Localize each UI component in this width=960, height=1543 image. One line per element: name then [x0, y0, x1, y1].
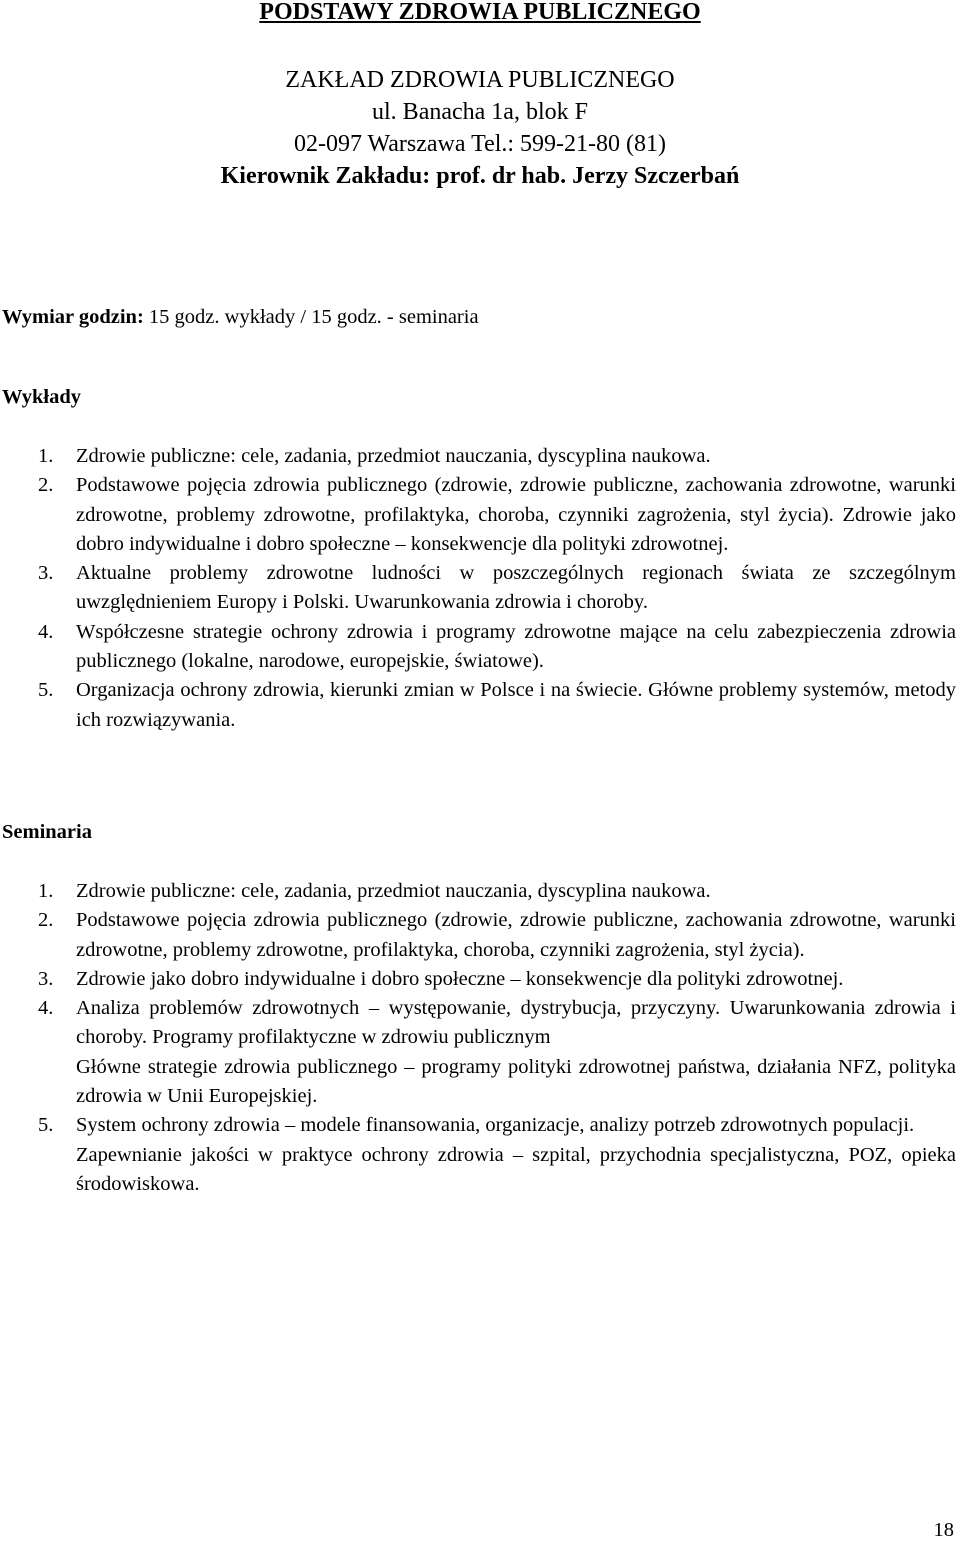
lecture-number: 5. [38, 679, 54, 702]
lecture-item [0, 676, 960, 735]
department-name: ZAKŁAD ZDROWIA PUBLICZNEGO [285, 67, 675, 93]
department-street: ul. Banacha 1a, blok F [372, 99, 588, 125]
document-title: PODSTAWY ZDROWIA PUBLICZNEGO [259, 0, 701, 25]
lecture-item [0, 442, 960, 471]
seminar-item [0, 994, 960, 1111]
lectures-heading: Wykłady [2, 386, 81, 408]
lecture-text: Podstawowe pojęcia zdrowia publicznego (zdrowie, zdrowie publiczne, zachowania zdrowotne, warunki zdrowotne, problemy zdrowotne, profilaktyka, choroba, czynniki zagrożenia, styl życia). Zdrowie jako dobro indywidualne i dobro społeczne – konsekwencje dla polityki zdrowotnej. [76, 474, 956, 555]
lecture-number: 2. [38, 474, 54, 497]
seminar-text-continuation: Zapewnianie jakości w praktyce ochrony zdrowia – szpital, przychodnia specjalistyczna, POZ, opieka środowiskowa. [76, 1143, 956, 1195]
lecture-text: Aktualne problemy zdrowotne ludności w poszczególnych regionach świata ze szczególnym uwzględnieniem Europy i Polski. Uwarunkowania zdrowia i choroby. [76, 562, 956, 614]
hours-value: 15 godz. wykłady / 15 godz. - seminaria [148, 306, 479, 328]
department-city-phone: 02-097 Warszawa Tel.: 599-21-80 (81) [293, 131, 667, 157]
lecture-text: Organizacja ochrony zdrowia, kierunki zmian w Polsce i na świecie. Główne problemy systemów, metody ich rozwiązywania. [76, 679, 956, 731]
seminar-text: Zdrowie publiczne: cele, zadania, przedmiot nauczania, dyscyplina naukowa. [76, 880, 711, 902]
lecture-text: Zdrowie publiczne: cele, zadania, przedmiot nauczania, dyscyplina naukowa. [76, 445, 711, 467]
seminar-number: 2. [38, 909, 54, 932]
page-number: 18 [933, 1519, 954, 1541]
hours-label: Wymiar godzin: [2, 306, 144, 328]
seminar-text: Analiza problemów zdrowotnych – występowanie, dystrybucja, przyczyny. Uwarunkowania zdrowia i choroby. Programy profilaktyczne w zdrowiu publicznym [76, 997, 956, 1049]
seminars-heading: Seminaria [2, 821, 92, 843]
seminar-item [0, 906, 960, 965]
seminar-text: System ochrony zdrowia – modele finansowania, organizacje, analizy potrzeb zdrowotnych populacji. [76, 1114, 915, 1137]
lecture-item [0, 471, 960, 559]
lecture-item [0, 618, 960, 677]
seminar-text: Podstawowe pojęcia zdrowia publicznego (zdrowie, zdrowie publiczne, zachowania zdrowotne, warunki zdrowotne, problemy zdrowotne, profilaktyka, choroba, czynniki zagrożenia, styl życia). [76, 909, 956, 961]
seminar-number: 1. [38, 880, 54, 902]
hours-line [2, 303, 479, 332]
lecture-number: 3. [38, 562, 54, 585]
seminar-item [0, 965, 960, 994]
seminar-number: 5. [38, 1114, 54, 1137]
seminar-number: 3. [38, 967, 54, 990]
seminar-text-continuation: Główne strategie zdrowia publicznego – programy polityki zdrowotnej państwa, działania NFZ, polityka zdrowia w Unii Europejskiej. [76, 1055, 956, 1108]
department-head: Kierownik Zakładu: prof. dr hab. Jerzy Szczerbań [220, 163, 740, 189]
lecture-text: Współczesne strategie ochrony zdrowia i programy zdrowotne mające na celu zabezpieczenia zdrowia publicznego (lokalne, narodowe, europejskie, światowe). [76, 620, 956, 673]
seminar-number: 4. [38, 997, 54, 1020]
lecture-item [0, 559, 960, 618]
lecture-number: 4. [38, 620, 54, 643]
seminar-item [0, 1111, 960, 1199]
lectures-list [0, 442, 960, 735]
lecture-number: 1. [38, 445, 54, 467]
seminars-list [0, 877, 960, 1199]
seminar-text: Zdrowie jako dobro indywidualne i dobro społeczne – konsekwencje dla polityki zdrowotnej. [76, 967, 844, 990]
department-header [0, 64, 960, 192]
seminar-item [0, 877, 960, 906]
